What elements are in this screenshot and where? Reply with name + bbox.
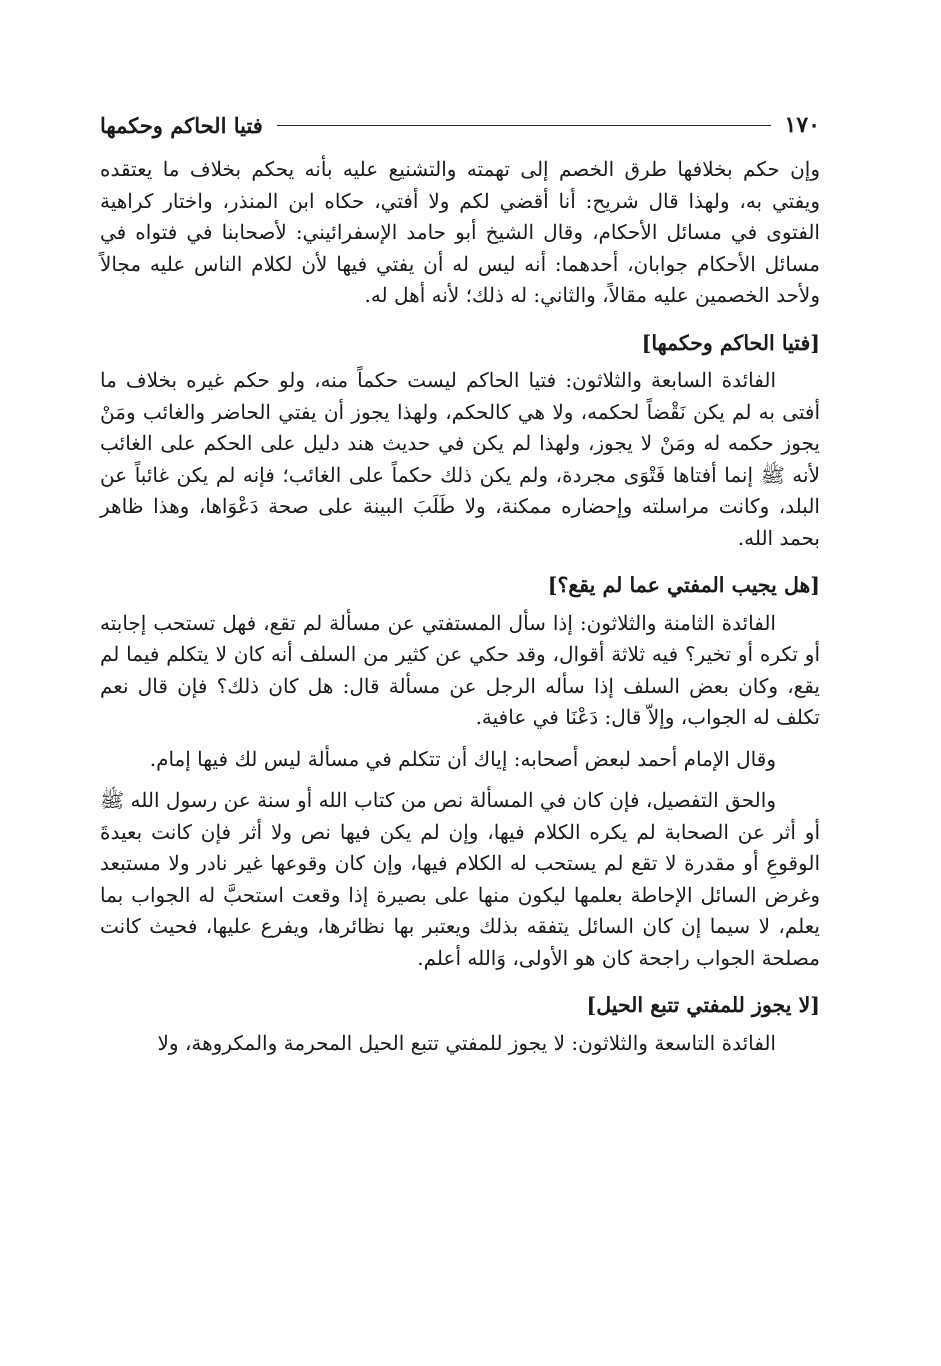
paragraph-38: الفائدة الثامنة والثلاثون: إذا سأل المستفتي عن مسألة لم تقع، فهل تستحب إجابته أو تكره أو تخير؟ فيه ثلاثة أقوال، وقد حكي عن كثير من السلف أنه كان لا يتكلم فيما لم يقع، وكان بعض السلف إذا سأله الرجل عن مسألة قال: هل كان ذلك؟ فإن قال نعم تكلف له الجواب، وإلاّ قال: دَعْنَا في عافية.	[100, 610, 820, 729]
section-heading-tricks: [لا يجوز للمفتي تتبع الحيل]	[586, 993, 820, 1017]
section-heading-unoccurred-question: [هل يجيب المفتي عما لم يقع؟]	[547, 573, 820, 597]
running-header	[100, 108, 820, 142]
paragraph-37: الفائدة السابعة والثلاثون: فتيا الحاكم ليست حكماً منه، ولو حكم غيره بخلاف ما أفتى به لم يكن نَقْضاً لحكمه، ولا هي كالحكم، ولهذا يجوز أن يفتي الحاضر والغائب ومَنْ يجوز حكمه له ومَنْ لا يجوز، ولهذا لم يكن في حديث هند دليل على الحكم على الغائب لأنه ﷺ إنما أفتاها فَتْوَى مجردة، ولم يكن ذلك حكماً على الغائب؛ فإنه لم يكن غائباً عن البلد، وكانت مراسلته وإحضاره ممكنة، ولا طَلَبَ البينة على صحة دَعْوَاها، وهذا ظاهر بحمد الله.	[100, 368, 820, 550]
running-title: فتيا الحاكم وحكمها	[100, 112, 263, 138]
page-number: ١٧٠	[784, 112, 820, 138]
header-rule	[277, 125, 771, 126]
page-body	[100, 154, 820, 1059]
paragraph-39: الفائدة التاسعة والثلاثون: لا يجوز للمفتي تتبع الحيل المحرمة والمكروهة، ولا	[157, 1030, 776, 1055]
paragraph-detail: والحق التفصيل، فإن كان في المسألة نص من كتاب الله أو سنة عن رسول الله ﷺ أو أثر عن الصحابة لم يكره الكلام فيها، وإن لم يكن فيها نص ولا أثر فإن كانت بعيدةَ الوقوعِ أو مقدرة لا تقع لم يستحب له الكلام فيها، وإن كان وقوعها غير نادر ولا مستبعد وغرض السائل الإحاطة بعلمها ليكون منها على بصيرة إذا وقعت استحبَّ له الجواب بما يعلم، لا سيما إن كان السائل يتفقه بذلك ويعتبر بها نظائرها، ويفرع عليها، فحيث كانت مصلحة الجواب راجحة كان هو الأولى، وَالله أعلم.	[100, 788, 820, 970]
paragraph-imam-ahmad: وقال الإمام أحمد لبعض أصحابه: إياك أن تتكلم في مسألة ليس لك فيها إمام.	[149, 746, 776, 771]
opening-paragraph: وإن حكم بخلافها طرق الخصم إلى تهمته والتشنيع عليه بأنه يحكم بخلاف ما يعتقده ويفتي به، ولهذا قال شريح: أنا أقضي لكم ولا أفتي، حكاه ابن المنذر، واختار كراهية الفتوى في مسائل الأحكام، وقال الشيخ أبو حامد الإسفرائيني: لأصحابنا في فتواه في مسائل الأحكام جوابان، أحدهما: أنه ليس له أن يفتي فيها لأن لكلام الناس عليه مجالاً ولأحد الخصمين عليه مقالاً، والثاني: له ذلك؛ لأنه أهل له.	[100, 157, 820, 307]
section-heading-ruler-fatwa: [فتيا الحاكم وحكمها]	[641, 330, 820, 355]
